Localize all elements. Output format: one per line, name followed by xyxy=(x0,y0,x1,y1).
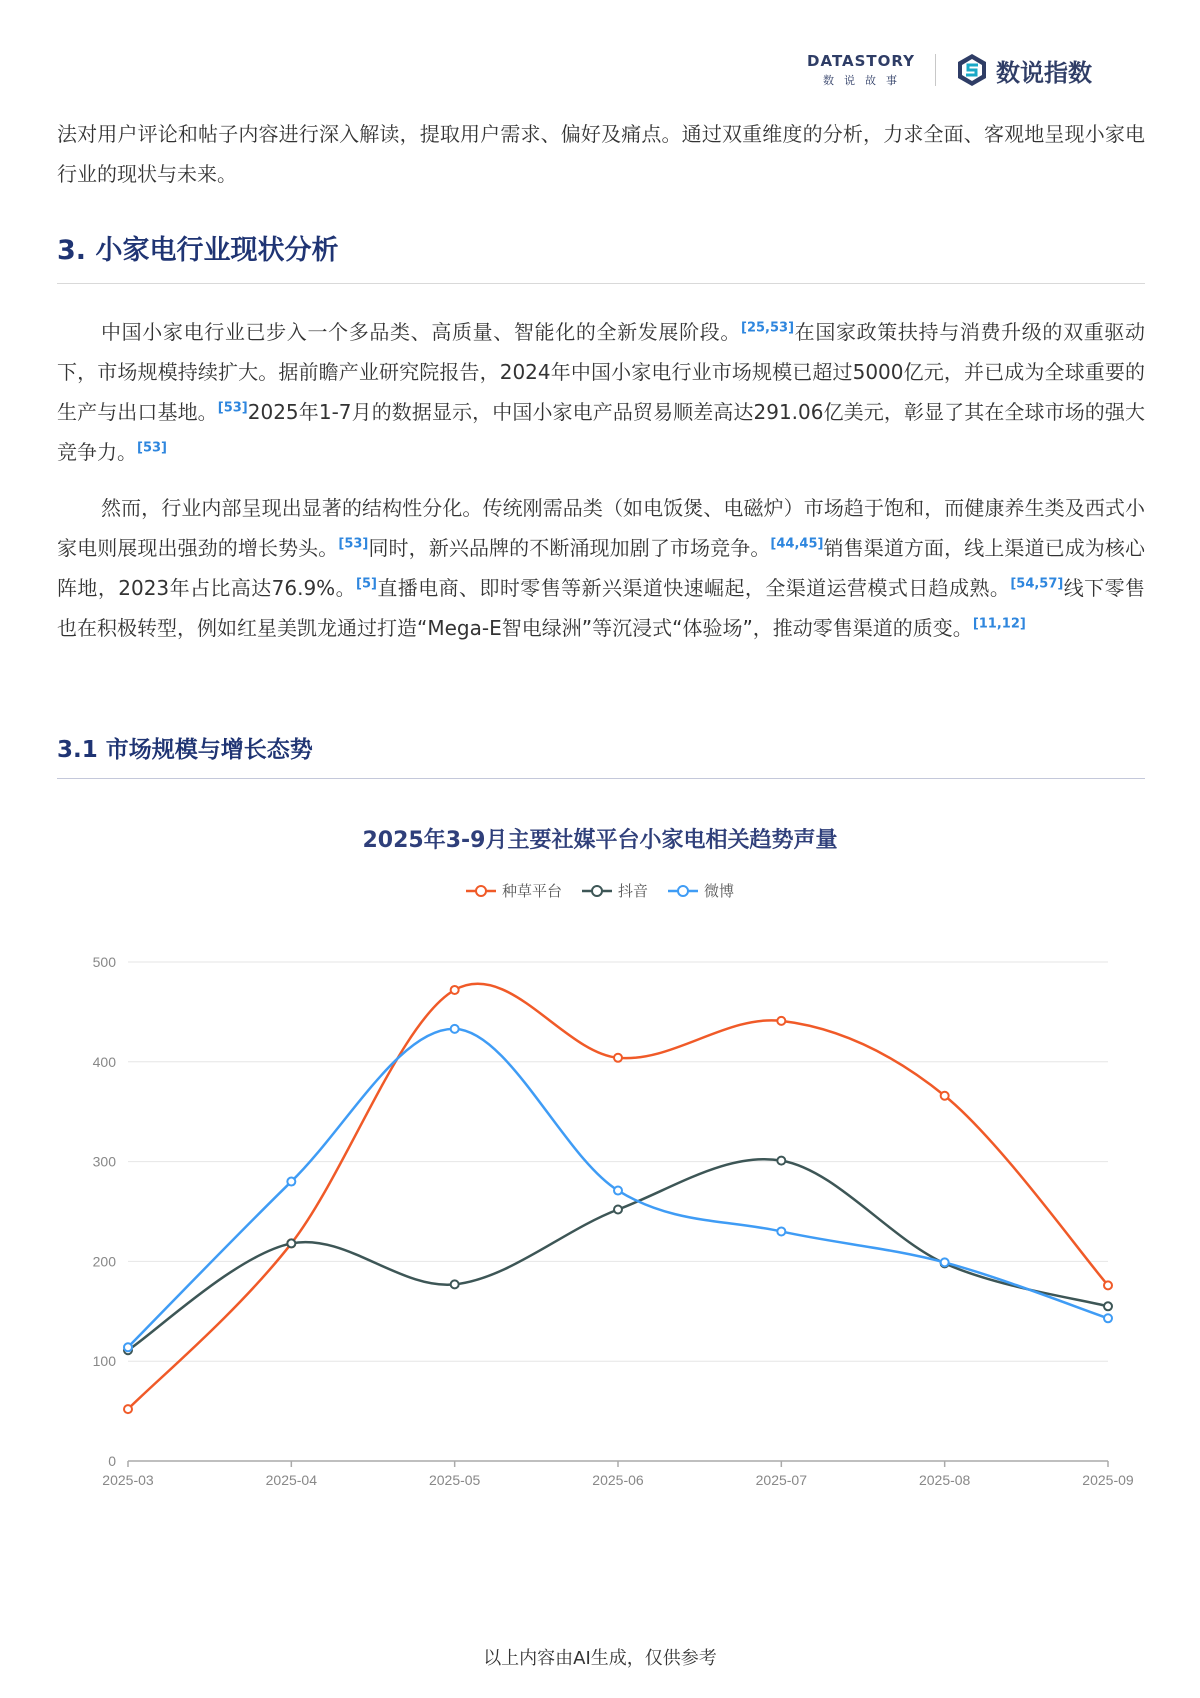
citation-link[interactable]: [54,57] xyxy=(1010,576,1064,592)
legend-label: 抖音 xyxy=(617,882,648,900)
x-tick-label: 2025-09 xyxy=(1082,1472,1134,1488)
intro-paragraph: 法对用户评论和帖子内容进行深入解读，提取用户需求、偏好及痛点。通过双重维度的分析，力求全面、客观地呈现小家电行业的现状与未来。 xyxy=(57,122,1145,186)
legend-label: 种草平台 xyxy=(501,882,562,900)
data-point xyxy=(124,1405,132,1413)
data-point xyxy=(941,1092,949,1100)
data-point xyxy=(614,1206,622,1214)
y-tick-label: 100 xyxy=(92,1353,116,1370)
citation-link[interactable]: [53] xyxy=(217,400,248,416)
y-tick-label: 0 xyxy=(108,1453,116,1469)
sentence: 然而，行业内部呈现出显著的结构性分化。传统刚需品类（如电饭煲、电磁炉）市场趋于饱和，而健康养生类及西式小家电则展现出强劲的增长势头。 xyxy=(57,496,1145,560)
data-point xyxy=(777,1157,785,1165)
x-tick-label: 2025-07 xyxy=(755,1472,808,1488)
legend-label: 微博 xyxy=(704,882,735,900)
data-point xyxy=(451,986,459,994)
sentence: 直播电商、即时零售等新兴渠道快速崛起，全渠道运营模式日趋成熟。 xyxy=(376,576,1011,600)
data-point xyxy=(777,1227,785,1235)
citation-link[interactable]: [44,45] xyxy=(770,536,824,552)
data-point xyxy=(124,1343,132,1351)
x-tick-label: 2025-04 xyxy=(265,1472,318,1488)
section-heading: 3. 小家电行业现状分析 xyxy=(57,235,339,266)
shushuo-index-text: 数说指数 xyxy=(996,58,1092,87)
sentence: 线下零售也在积极转型，例如红星美凯龙通过打造“Mega-E智电绿洲”等沉浸式“体验场”，推动零售渠道的质变。 xyxy=(57,576,1146,640)
ai-disclaimer: 以上内容由AI生成，仅供参考 xyxy=(483,1648,717,1669)
datastory-logo-text: DATASTORY xyxy=(807,52,915,70)
x-tick-label: 2025-08 xyxy=(918,1472,971,1488)
y-tick-label: 400 xyxy=(92,1053,116,1070)
data-point xyxy=(287,1239,295,1247)
y-tick-label: 200 xyxy=(92,1253,116,1270)
y-tick-label: 300 xyxy=(92,1153,116,1170)
data-point xyxy=(941,1258,949,1266)
sentence: 中国小家电行业已步入一个多品类、高质量、智能化的全新发展阶段。 xyxy=(101,320,742,344)
sentence: 销售渠道方面，线上渠道已成为核心阵地，2023年占比高达76.9%。 xyxy=(57,536,1146,600)
y-tick-label: 500 xyxy=(92,954,116,970)
citation-link[interactable]: [53] xyxy=(338,536,369,552)
data-point xyxy=(1104,1314,1112,1322)
x-tick-label: 2025-03 xyxy=(102,1472,154,1488)
data-point xyxy=(614,1054,622,1062)
data-point xyxy=(287,1178,295,1186)
sentence: 在国家政策扶持与消费升级的双重驱动下，市场规模持续扩大。据前瞻产业研究院报告，2024年中国小家电行业市场规模已超过5000亿元，并已成为全球重要的生产与出口基地。 xyxy=(57,320,1146,424)
data-point xyxy=(1104,1281,1112,1289)
data-point xyxy=(451,1025,459,1033)
x-tick-label: 2025-06 xyxy=(592,1472,644,1488)
data-point xyxy=(1104,1302,1112,1310)
sentence: 2025年1-7月的数据显示，中国小家电产品贸易顺差高达291.06亿美元，彰显了其在全球市场的强大竞争力。 xyxy=(57,400,1146,464)
citation-link[interactable]: [25,53] xyxy=(741,320,795,336)
citation-link[interactable]: [53] xyxy=(137,440,167,456)
data-point xyxy=(451,1280,459,1288)
data-point xyxy=(777,1017,785,1025)
subsection-heading: 3.1 市场规模与增长态势 xyxy=(57,737,313,763)
data-point xyxy=(614,1187,622,1195)
sentence: 同时，新兴品牌的不断涌现加剧了市场竞争。 xyxy=(368,536,771,560)
citation-link[interactable]: [5] xyxy=(356,576,377,592)
datastory-logo-subtext: 数说故事 xyxy=(823,74,908,87)
citation-link[interactable]: [11,12] xyxy=(972,616,1026,632)
x-tick-label: 2025-05 xyxy=(428,1472,481,1488)
chart-title: 2025年3-9月主要社媒平台小家电相关趋势声量 xyxy=(362,828,838,853)
